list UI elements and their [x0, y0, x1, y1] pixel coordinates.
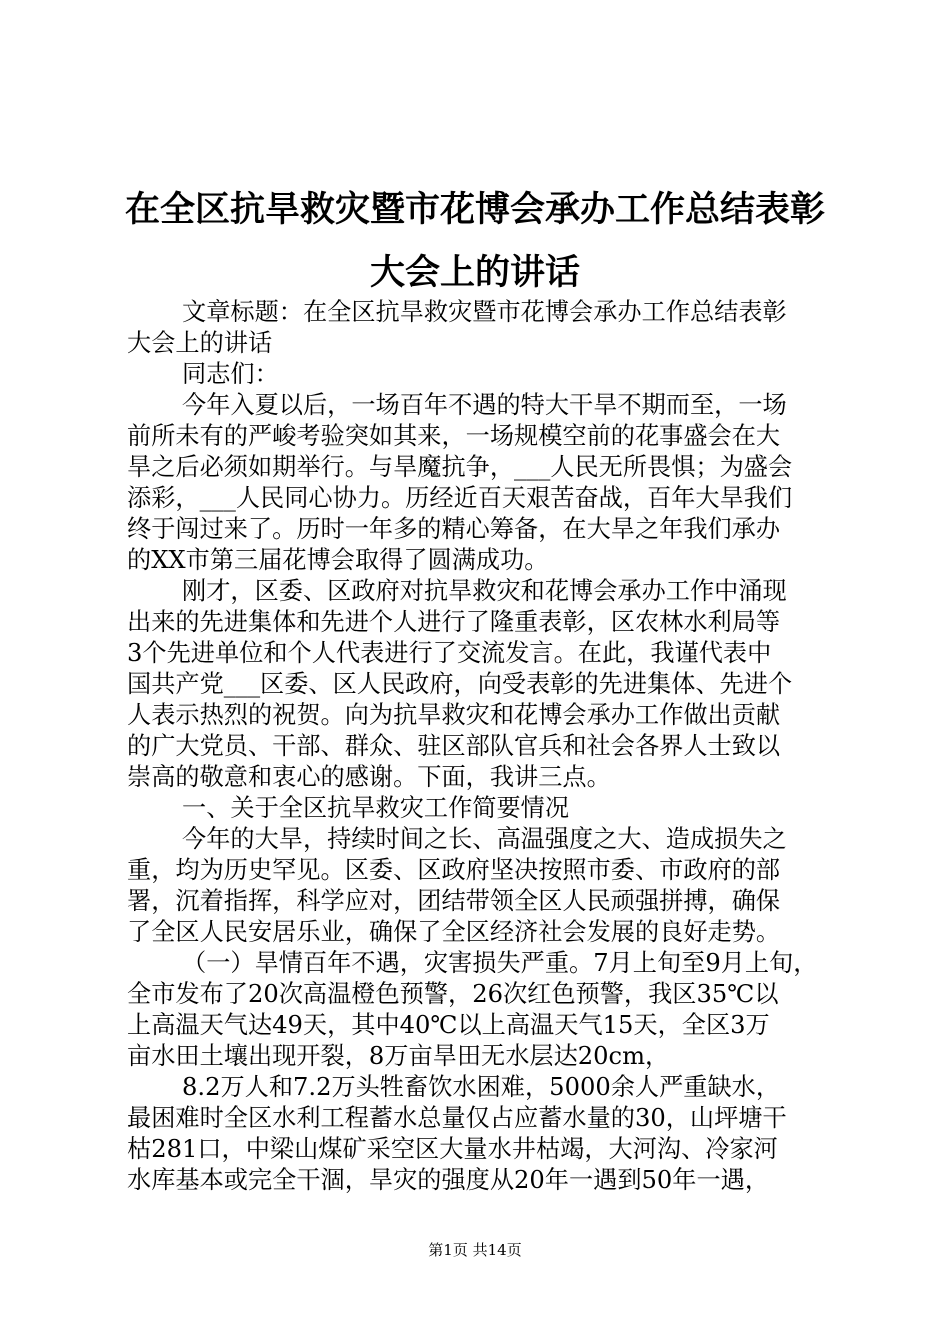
- paragraph-line: 上高温天气达49天，其中40℃以上高温天气15天，全区3万: [127, 1011, 770, 1039]
- paragraph-line: 枯281口，中梁山煤矿采空区大量水井枯竭，大河沟、冷家河: [127, 1135, 778, 1163]
- paragraph-line: 了全区人民安居乐业，确保了全区经济社会发展的良好走势。: [127, 918, 781, 946]
- paragraph-line: 全市发布了20次高温橙色预警，26次红色预警，我区35℃以: [127, 980, 779, 1008]
- paragraph-line: 最困难时全区水利工程蓄水总量仅占应蓄水量的30，山坪塘干: [127, 1104, 787, 1132]
- document-title-line-2: 大会上的讲话: [369, 252, 580, 293]
- page-number-footer: 第1页 共14页: [428, 1241, 522, 1259]
- paragraph-line: 的广大党员、干部、群众、驻区部队官兵和社会各界人士致以: [127, 732, 781, 760]
- paragraph-line: 今年的大旱，持续时间之长、高温强度之大、造成损失之: [182, 825, 787, 853]
- section-heading: 一、关于全区抗旱救灾工作简要情况: [182, 794, 570, 822]
- paragraph-line: 人表示热烈的祝贺。向为抗旱救灾和花博会承办工作做出贡献: [127, 701, 781, 729]
- paragraph-line: 8.2万人和7.2万头牲畜饮水困难，5000余人严重缺水，: [182, 1073, 781, 1101]
- paragraph-line: 添彩，___人民同心协力。历经近百天艰苦奋战，百年大旱我们: [127, 484, 793, 512]
- paragraph-line: 刚才，区委、区政府对抗旱救灾和花博会承办工作中涌现: [182, 577, 787, 605]
- paragraph-line: 署，沉着指挥，科学应对，团结带领全区人民顽强拼搏，确保: [127, 887, 781, 915]
- paragraph-line: 出来的先进集体和先进个人进行了隆重表彰，区农林水利局等: [127, 608, 781, 636]
- paragraph-line: 重，均为历史罕见。区委、区政府坚决按照市委、市政府的部: [127, 856, 781, 884]
- paragraph-line: 国共产党___区委、区人民政府，向受表彰的先进集体、先进个: [127, 670, 793, 698]
- paragraph-line: 的XX市第三届花博会取得了圆满成功。: [127, 546, 549, 574]
- paragraph-line: 大会上的讲话: [127, 329, 273, 357]
- document-title-line-1: 在全区抗旱救灾暨市花博会承办工作总结表彰: [124, 189, 825, 230]
- paragraph-line: 水库基本或完全干涸，旱灾的强度从20年一遇到50年一遇，: [127, 1166, 770, 1194]
- document-body: [127, 297, 829, 1196]
- paragraph-line: 3个先进单位和个人代表进行了交流发言。在此，我谨代表中: [127, 639, 772, 667]
- paragraph-line: 今年入夏以后，一场百年不遇的特大干旱不期而至，一场: [182, 391, 787, 419]
- paragraph-line: 前所未有的严峻考验突如其来，一场规模空前的花事盛会在大: [127, 422, 781, 450]
- paragraph-line: 文章标题：在全区抗旱救灾暨市花博会承办工作总结表彰: [182, 298, 787, 326]
- salutation-line: 同志们：: [182, 360, 279, 388]
- paragraph-line: 崇高的敬意和衷心的感谢。下面，我讲三点。: [127, 763, 611, 791]
- paragraph-line: 亩水田土壤出现开裂，8万亩旱田无水层达20cm，: [127, 1042, 670, 1070]
- paragraph-line: （一）旱情百年不遇，灾害损失严重。7月上旬至9月上旬，: [182, 949, 818, 977]
- paragraph-line: 旱之后必须如期举行。与旱魔抗争，___人民无所畏惧；为盛会: [127, 453, 793, 481]
- paragraph-line: 终于闯过来了。历时一年多的精心筹备，在大旱之年我们承办: [127, 515, 781, 543]
